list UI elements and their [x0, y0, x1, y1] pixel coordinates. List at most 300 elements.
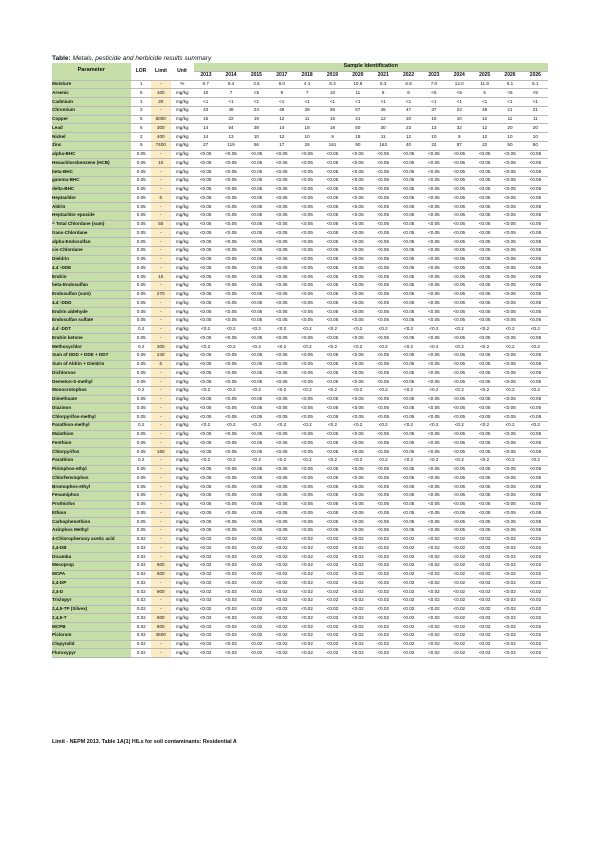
- header-year: 2023: [421, 71, 446, 80]
- result-value: <0.05: [497, 255, 522, 264]
- result-value: <0.05: [421, 168, 446, 177]
- result-value: <0.05: [497, 369, 522, 378]
- result-value: 15: [193, 115, 218, 124]
- result-value: <0.05: [497, 500, 522, 509]
- result-value: <0.05: [294, 316, 319, 325]
- result-value: 10: [497, 133, 522, 142]
- result-value: <0.05: [472, 509, 497, 518]
- result-value: 26: [294, 141, 319, 150]
- result-value: <0.02: [345, 561, 370, 570]
- parameter-name: Dicamba: [52, 553, 131, 562]
- table-row: [52, 649, 548, 658]
- result-value: <0.05: [371, 360, 396, 369]
- result-value: <0.2: [523, 343, 548, 352]
- result-value: 10: [523, 133, 548, 142]
- lor-value: 0.05: [131, 413, 151, 422]
- parameter-name: Sum of Aldrin + Dieldrin: [52, 360, 131, 369]
- result-value: 21: [497, 106, 522, 115]
- result-value: <0.05: [447, 246, 472, 255]
- limit-value: 400: [151, 133, 171, 142]
- result-value: <0.05: [320, 483, 345, 492]
- unit-value: mg/kg: [171, 448, 193, 457]
- result-value: <0.05: [523, 246, 548, 255]
- result-value: <0.05: [244, 474, 269, 483]
- unit-value: mg/kg: [171, 553, 193, 562]
- result-value: <0.02: [447, 570, 472, 579]
- result-value: <0.05: [244, 483, 269, 492]
- result-value: 22: [421, 141, 446, 150]
- result-value: <0.05: [244, 264, 269, 273]
- result-value: <0.2: [421, 325, 446, 334]
- result-value: <0.02: [472, 631, 497, 640]
- result-value: <0.2: [371, 456, 396, 465]
- result-value: 20: [523, 124, 548, 133]
- table-row: [52, 273, 548, 282]
- result-value: <0.02: [244, 579, 269, 588]
- result-value: <0.02: [218, 553, 243, 562]
- result-value: <0.2: [523, 325, 548, 334]
- limit-value: 270: [151, 290, 171, 299]
- result-value: <0.02: [193, 640, 218, 649]
- lor-value: 0.05: [131, 360, 151, 369]
- result-value: <0.02: [244, 588, 269, 597]
- result-value: <0.05: [218, 369, 243, 378]
- result-value: <5: [421, 89, 446, 98]
- table-row: [52, 325, 548, 334]
- result-value: 37: [421, 106, 446, 115]
- result-value: <0.02: [371, 640, 396, 649]
- result-value: <0.02: [269, 570, 294, 579]
- limit-value: -: [151, 649, 171, 658]
- lor-value: 0.05: [131, 474, 151, 483]
- unit-value: mg/kg: [171, 246, 193, 255]
- lor-value: 0.02: [131, 544, 151, 553]
- result-value: <0.05: [523, 369, 548, 378]
- result-value: <0.05: [396, 211, 421, 220]
- unit-value: mg/kg: [171, 106, 193, 115]
- result-value: <0.05: [421, 500, 446, 509]
- result-value: <0.05: [421, 150, 446, 159]
- result-value: <0.02: [371, 553, 396, 562]
- result-value: <0.02: [421, 640, 446, 649]
- result-value: <0.02: [269, 544, 294, 553]
- result-value: <0.05: [218, 150, 243, 159]
- result-value: <0.05: [472, 465, 497, 474]
- unit-value: mg/kg: [171, 404, 193, 413]
- lor-value: 0.02: [131, 649, 151, 658]
- result-value: <0.2: [218, 421, 243, 430]
- result-value: <0.02: [218, 579, 243, 588]
- result-value: <0.02: [523, 544, 548, 553]
- result-value: <0.02: [193, 553, 218, 562]
- result-value: <0.02: [396, 596, 421, 605]
- result-value: 14: [193, 133, 218, 142]
- result-value: <0.05: [371, 281, 396, 290]
- result-value: <0.05: [371, 509, 396, 518]
- result-value: <0.02: [345, 588, 370, 597]
- result-value: <0.05: [193, 360, 218, 369]
- limit-value: 20: [151, 98, 171, 107]
- result-value: <0.02: [497, 570, 522, 579]
- result-value: 18: [294, 124, 319, 133]
- result-value: <0.2: [371, 386, 396, 395]
- result-value: <0.05: [523, 220, 548, 229]
- result-value: <0.05: [244, 299, 269, 308]
- result-value: <0.05: [269, 448, 294, 457]
- result-value: <1: [447, 98, 472, 107]
- result-value: <0.02: [396, 588, 421, 597]
- result-value: <0.05: [447, 308, 472, 317]
- result-value: <0.05: [497, 378, 522, 387]
- result-value: <0.05: [497, 316, 522, 325]
- result-value: <0.05: [244, 246, 269, 255]
- unit-value: mg/kg: [171, 255, 193, 264]
- limit-value: -: [151, 238, 171, 247]
- parameter-name: Endosulfan (sum): [52, 290, 131, 299]
- table-row: [52, 509, 548, 518]
- result-value: 32: [447, 124, 472, 133]
- parameter-name: 2,4-D: [52, 588, 131, 597]
- result-value: <0.02: [294, 553, 319, 562]
- result-value: <0.02: [218, 588, 243, 597]
- result-value: <0.05: [193, 448, 218, 457]
- result-value: <0.05: [218, 238, 243, 247]
- result-value: <0.05: [421, 238, 446, 247]
- result-value: <0.05: [294, 211, 319, 220]
- table-row: [52, 124, 548, 133]
- result-value: <0.05: [447, 474, 472, 483]
- result-value: <0.2: [218, 325, 243, 334]
- header-year: 2019: [320, 71, 345, 80]
- unit-value: mg/kg: [171, 290, 193, 299]
- result-value: <0.05: [218, 159, 243, 168]
- result-value: <0.05: [193, 308, 218, 317]
- result-value: <0.02: [320, 588, 345, 597]
- result-value: <0.2: [447, 325, 472, 334]
- result-value: <0.02: [244, 649, 269, 658]
- result-value: <0.05: [193, 518, 218, 527]
- result-value: <0.02: [447, 614, 472, 623]
- result-value: <0.02: [371, 561, 396, 570]
- lor-value: 0.05: [131, 491, 151, 500]
- result-value: <0.05: [472, 299, 497, 308]
- result-value: <0.05: [523, 430, 548, 439]
- limit-value: -: [151, 106, 171, 115]
- result-value: <0.05: [447, 378, 472, 387]
- parameter-name: Nickel: [52, 133, 131, 142]
- result-value: <0.2: [396, 456, 421, 465]
- result-value: <0.05: [193, 413, 218, 422]
- parameter-name: Prothiofos: [52, 500, 131, 509]
- result-value: <0.05: [497, 491, 522, 500]
- result-value: <0.02: [472, 640, 497, 649]
- table-footnote: Limit - NEPM 2013. Table 1A(1) HILs for soil contaminants: Residential A: [52, 739, 237, 745]
- result-value: 10: [421, 115, 446, 124]
- table-row: [52, 150, 548, 159]
- result-value: <0.02: [421, 588, 446, 597]
- result-value: 6: [371, 89, 396, 98]
- result-value: <0.02: [396, 570, 421, 579]
- result-value: <0.05: [345, 308, 370, 317]
- parameter-name: Copper: [52, 115, 131, 124]
- result-value: <0.05: [523, 203, 548, 212]
- parameter-name: 2,4,5-T: [52, 614, 131, 623]
- result-value: <0.05: [269, 150, 294, 159]
- parameter-name: Fluroxypyr: [52, 649, 131, 658]
- result-value: <0.2: [320, 343, 345, 352]
- parameter-name: beta-Endosulfan: [52, 281, 131, 290]
- result-value: <0.05: [523, 351, 548, 360]
- result-value: <0.05: [193, 439, 218, 448]
- result-value: <0.05: [523, 185, 548, 194]
- result-value: <0.05: [472, 211, 497, 220]
- lor-value: 0.05: [131, 246, 151, 255]
- unit-value: mg/kg: [171, 168, 193, 177]
- result-value: <0.05: [447, 220, 472, 229]
- result-value: <0.05: [320, 404, 345, 413]
- result-value: <0.02: [244, 535, 269, 544]
- result-value: <0.05: [218, 395, 243, 404]
- unit-value: mg/kg: [171, 220, 193, 229]
- result-value: <0.05: [472, 176, 497, 185]
- result-value: <0.05: [320, 185, 345, 194]
- result-value: <0.02: [447, 588, 472, 597]
- limit-value: -: [151, 509, 171, 518]
- result-value: <0.05: [447, 150, 472, 159]
- lor-value: 0.05: [131, 404, 151, 413]
- header-lor: LOR: [131, 63, 151, 80]
- result-value: <0.2: [472, 456, 497, 465]
- result-value: <0.02: [345, 535, 370, 544]
- limit-value: -: [151, 176, 171, 185]
- unit-value: %: [171, 80, 193, 89]
- result-value: <0.05: [345, 439, 370, 448]
- result-value: <0.05: [447, 211, 472, 220]
- table-row: [52, 203, 548, 212]
- result-value: <0.05: [345, 351, 370, 360]
- result-value: <0.02: [396, 535, 421, 544]
- result-value: <0.05: [396, 299, 421, 308]
- parameter-name: 2,4-DP: [52, 579, 131, 588]
- limit-value: 300: [151, 124, 171, 133]
- result-value: <0.02: [447, 596, 472, 605]
- result-value: <0.05: [371, 351, 396, 360]
- result-value: <0.05: [294, 378, 319, 387]
- result-value: <0.02: [421, 579, 446, 588]
- result-value: <0.02: [497, 623, 522, 632]
- result-value: <0.05: [523, 194, 548, 203]
- lor-value: 0.02: [131, 579, 151, 588]
- result-value: <0.05: [218, 281, 243, 290]
- lor-value: 5: [131, 124, 151, 133]
- result-value: <0.02: [447, 553, 472, 562]
- lor-value: 0.05: [131, 465, 151, 474]
- result-value: 5: [472, 89, 497, 98]
- result-value: <0.2: [294, 343, 319, 352]
- result-value: <0.05: [396, 509, 421, 518]
- result-value: 7.0: [421, 80, 446, 89]
- result-value: <0.05: [294, 150, 319, 159]
- table-row: [52, 544, 548, 553]
- result-value: <0.05: [218, 483, 243, 492]
- result-value: <0.02: [244, 623, 269, 632]
- result-value: <0.02: [269, 623, 294, 632]
- result-value: 57: [345, 106, 370, 115]
- result-value: 19: [244, 115, 269, 124]
- result-value: <0.05: [320, 526, 345, 535]
- result-value: <0.05: [472, 290, 497, 299]
- table-row: [52, 614, 548, 623]
- result-value: <0.05: [320, 509, 345, 518]
- table-row: [52, 176, 548, 185]
- limit-value: 600: [151, 614, 171, 623]
- result-value: <0.05: [218, 290, 243, 299]
- result-value: <0.02: [345, 596, 370, 605]
- result-value: <0.05: [320, 369, 345, 378]
- results-table: [52, 63, 548, 658]
- result-value: <0.2: [193, 325, 218, 334]
- result-value: <0.05: [497, 203, 522, 212]
- parameter-name: Fenthion: [52, 439, 131, 448]
- result-value: 45: [371, 106, 396, 115]
- result-value: <0.05: [269, 430, 294, 439]
- result-value: <1: [294, 98, 319, 107]
- result-value: <0.05: [345, 264, 370, 273]
- parameter-name: 2,4,5-TP (Silvex): [52, 605, 131, 614]
- result-value: <0.05: [244, 491, 269, 500]
- result-value: <0.05: [421, 220, 446, 229]
- result-value: <0.2: [447, 343, 472, 352]
- lor-value: 0.02: [131, 553, 151, 562]
- header-year: 2022: [396, 71, 421, 80]
- result-value: <0.05: [269, 316, 294, 325]
- result-value: <0.02: [193, 579, 218, 588]
- header-unit: Unit: [171, 63, 193, 80]
- result-value: <0.02: [396, 605, 421, 614]
- result-value: <0.05: [421, 360, 446, 369]
- limit-value: -: [151, 439, 171, 448]
- result-value: <0.02: [447, 561, 472, 570]
- result-value: 12.0: [447, 80, 472, 89]
- result-value: <0.05: [497, 290, 522, 299]
- result-value: <0.02: [345, 623, 370, 632]
- result-value: <0.05: [244, 439, 269, 448]
- result-value: <0.02: [345, 544, 370, 553]
- parameter-name: Endrin: [52, 273, 131, 282]
- result-value: <0.05: [523, 483, 548, 492]
- result-value: <1: [371, 98, 396, 107]
- result-value: <0.05: [320, 474, 345, 483]
- result-value: 10.9: [345, 80, 370, 89]
- result-value: <0.05: [371, 246, 396, 255]
- result-value: <0.02: [371, 588, 396, 597]
- result-value: <0.05: [523, 316, 548, 325]
- result-value: <0.02: [294, 570, 319, 579]
- result-value: <0.05: [396, 159, 421, 168]
- lor-value: 0.02: [131, 614, 151, 623]
- result-value: <0.05: [523, 395, 548, 404]
- result-value: <0.05: [218, 211, 243, 220]
- result-value: <0.05: [193, 255, 218, 264]
- result-value: <0.05: [269, 159, 294, 168]
- unit-value: mg/kg: [171, 115, 193, 124]
- result-value: <0.05: [396, 483, 421, 492]
- result-value: <0.02: [244, 605, 269, 614]
- result-value: <0.05: [294, 255, 319, 264]
- limit-value: -: [151, 553, 171, 562]
- result-value: <0.02: [472, 544, 497, 553]
- result-value: <0.2: [472, 386, 497, 395]
- result-value: <0.05: [497, 439, 522, 448]
- result-value: <0.2: [269, 343, 294, 352]
- result-value: <0.2: [472, 343, 497, 352]
- result-value: <0.2: [421, 386, 446, 395]
- result-value: <0.02: [218, 535, 243, 544]
- table-row: [52, 535, 548, 544]
- unit-value: mg/kg: [171, 203, 193, 212]
- result-value: 12: [269, 115, 294, 124]
- result-value: <0.05: [421, 316, 446, 325]
- unit-value: mg/kg: [171, 544, 193, 553]
- result-value: <0.02: [472, 623, 497, 632]
- result-value: <0.2: [218, 456, 243, 465]
- result-value: <0.2: [294, 325, 319, 334]
- result-value: <0.05: [523, 159, 548, 168]
- result-value: 22: [218, 115, 243, 124]
- result-value: <0.05: [345, 150, 370, 159]
- result-value: <0.05: [371, 150, 396, 159]
- limit-value: -: [151, 430, 171, 439]
- table-row: [52, 465, 548, 474]
- result-value: <0.02: [345, 579, 370, 588]
- table-row: [52, 211, 548, 220]
- unit-value: mg/kg: [171, 369, 193, 378]
- lor-value: 2: [131, 106, 151, 115]
- result-value: <0.05: [345, 238, 370, 247]
- lor-value: 0.05: [131, 439, 151, 448]
- result-value: <0.05: [218, 448, 243, 457]
- table-row: [52, 343, 548, 352]
- result-value: <0.05: [472, 308, 497, 317]
- result-value: <0.05: [523, 413, 548, 422]
- result-value: <0.05: [294, 491, 319, 500]
- result-value: <0.05: [218, 308, 243, 317]
- result-value: <0.05: [371, 483, 396, 492]
- result-value: <0.05: [523, 334, 548, 343]
- unit-value: mg/kg: [171, 98, 193, 107]
- parameter-name: Moisture: [52, 80, 131, 89]
- result-value: <0.05: [269, 229, 294, 238]
- result-value: <0.05: [472, 203, 497, 212]
- result-value: <0.05: [497, 465, 522, 474]
- result-value: <0.02: [269, 614, 294, 623]
- result-value: <0.05: [371, 413, 396, 422]
- parameter-name: Chlorfenvinphos: [52, 474, 131, 483]
- limit-value: -: [151, 299, 171, 308]
- unit-value: mg/kg: [171, 474, 193, 483]
- table-row: [52, 308, 548, 317]
- result-value: <0.05: [371, 526, 396, 535]
- result-value: <0.05: [269, 509, 294, 518]
- result-value: <0.05: [497, 150, 522, 159]
- limit-value: 6: [151, 360, 171, 369]
- result-value: <0.05: [371, 229, 396, 238]
- result-value: <0.05: [396, 334, 421, 343]
- result-value: <0.02: [472, 535, 497, 544]
- limit-value: 4500: [151, 631, 171, 640]
- result-value: <0.05: [320, 299, 345, 308]
- result-value: <0.02: [396, 544, 421, 553]
